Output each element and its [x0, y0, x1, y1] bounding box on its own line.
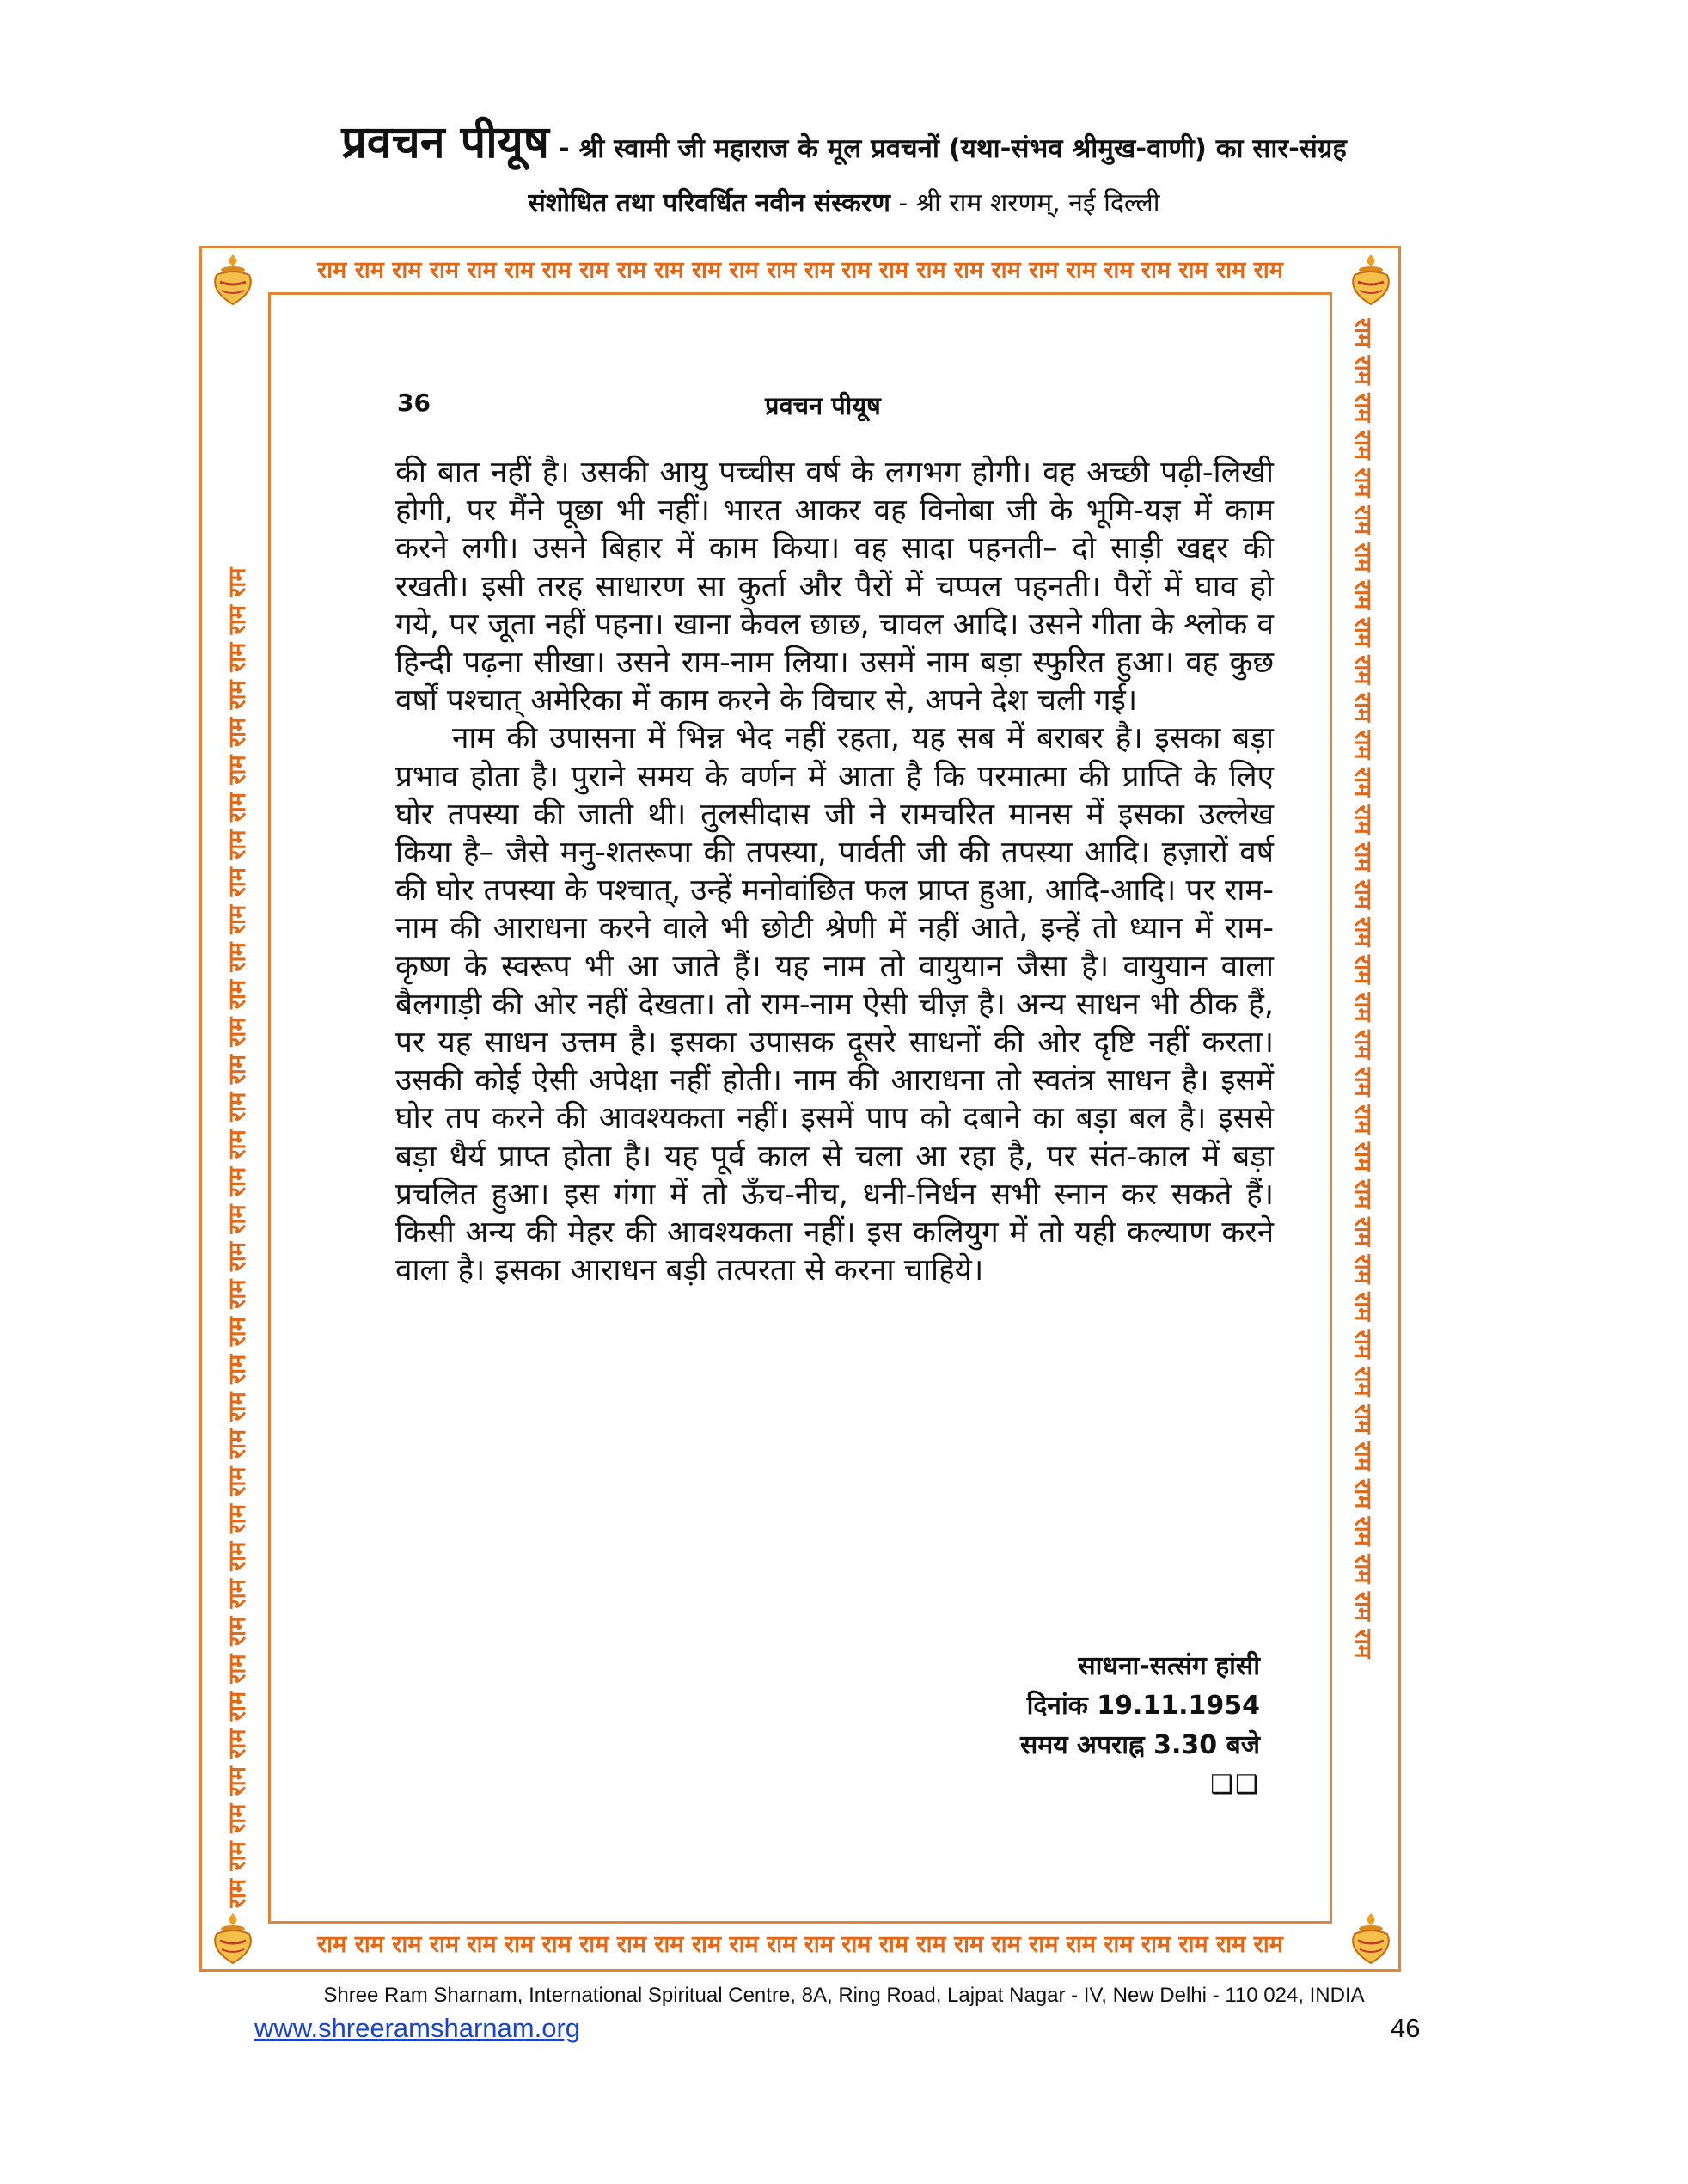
- paragraph: की बात नहीं है। उसकी आयु पच्चीस वर्ष के लगभग होगी। वह अच्छी पढ़ी-लिखी होगी, पर मैंने पूछा भी नहीं। भारत आकर वह विनोबा जी के भूमि-यज्ञ में काम करने लगी। उसने बिहार में काम किया। वह सादा पहनती– दो साड़ी खद्दर की रखती। इसी तरह साधारण सा कुर्ता और पैरों में चप्पल पहनती। पैरों में घाव हो गये, पर जूता नहीं पहना। खाना केवल छाछ, चावल आदि। उसने गीता के श्लोक व हिन्दी पढ़ना सीखा। उसने राम-नाम लिया। उसमें नाम बड़ा स्फुरित हुआ। वह कुछ वर्षों पश्चात् अमेरिका में काम करने के विचार से, अपने देश चली गई।: [395, 456, 1274, 719]
- footer-website-link[interactable]: www.shreeramsharnam.org: [254, 2013, 581, 2043]
- header-publisher: - श्री राम शरणम्, नई दिल्ली: [890, 188, 1160, 218]
- header-title-line: [0, 110, 1688, 171]
- ram-border-left-text: राम राम राम राम राम राम राम राम राम राम राम राम राम राम राम राम राम राम राम राम राम राम राम राम राम राम राम राम राम राम राम राम राम राम राम राम: [224, 567, 251, 1908]
- kalash-icon: [203, 1908, 263, 1968]
- end-mark: ❑❑: [1210, 1770, 1260, 1800]
- header-title: प्रवचन पीयूष: [341, 117, 549, 168]
- header-edition-line: [0, 184, 1688, 219]
- book-running-title: प्रवचन पीयूष: [765, 391, 881, 420]
- book-page-number: 36: [397, 388, 431, 417]
- footer-page-number: 46: [1391, 2013, 1421, 2043]
- paragraph: नाम की उपासना में भिन्न भेद नहीं रहता, यह सब में बराबर है। इसका बड़ा प्रभाव होता है। पुराने समय के वर्णन में आता है कि परमात्मा की प्राप्ति के लिए घोर तपस्या की जाती थी। तुलसीदास जी ने रामचरित मानस में इसका उल्लेख किया है– जैसे मनु-शतरूपा की तपस्या, पार्वती जी की तपस्या आदि। हज़ारों वर्ष की घोर तपस्या के पश्चात्, उन्हें मनोवांछित फल प्राप्त हुआ, आदि-आदि। पर राम-नाम की आराधना करने वाले भी छोटी श्रेणी में नहीं आते, इन्हें तो ध्यान में राम-कृष्ण के स्वरूप भी आ जाते हैं। यह नाम तो वायुयान जैसा है। वायुयान वाला बैलगाड़ी की ओर नहीं देखता। तो राम-नाम ऐसी चीज़ है। अन्य साधन भी ठीक हैं, पर यह साधन उत्तम है। इसका उपासक दूसरे साधनों की ओर दृष्टि नहीं करता। उसकी कोई ऐसी अपेक्षा नहीं होती। नाम की आराधना तो स्वतंत्र साधन है। इसमें घोर तप करने की आवश्यकता नहीं। इसमें पाप को दबाने का बड़ा बल है। इससे बड़ा धैर्य प्राप्त होता है। यह पूर्व काल से चला आ रहा है, पर संत-काल में बड़ा प्रचलित हुआ। इस गंगा में तो ऊँच-नीच, धनी-निर्धन सभी स्नान कर सकते हैं। किसी अन्य की मेहर की आवश्यकता नहीं। इस कलियुग में तो यही कल्याण करने वाला है। इसका आराधन बड़ी तत्परता से करना चाहिये।: [395, 721, 1274, 1288]
- ram-border-left: [218, 318, 258, 1908]
- signature-time: समय अपराह्न 3.30 बजे: [1019, 1730, 1260, 1760]
- body-text: [395, 454, 1274, 1289]
- kalash-icon: [1341, 249, 1401, 309]
- signature-block: [1020, 1647, 1260, 1805]
- ram-border-right-text: राम राम राम राम राम राम राम राम राम राम राम राम राम राम राम राम राम राम राम राम राम राम राम राम राम राम राम राम राम राम राम राम राम राम राम राम: [1349, 318, 1376, 1659]
- signature-place: साधना-सत्संग हांसी: [1078, 1651, 1260, 1681]
- ram-border-top: राम राम राम राम राम राम राम राम राम राम राम राम राम राम राम राम राम राम राम राम राम राम राम राम राम राम: [317, 257, 1283, 284]
- header-subtitle: - श्री स्वामी जी महाराज के मूल प्रवचनों (यथा-संभव श्रीमुख-वाणी) का सार-संग्रह: [548, 133, 1347, 164]
- ram-border-bottom: राम राम राम राम राम राम राम राम राम राम राम राम राम राम राम राम राम राम राम राम राम राम राम राम राम राम: [317, 1931, 1283, 1958]
- signature-date: दिनांक 19.11.1954: [1026, 1691, 1260, 1721]
- header-edition: संशोधित तथा परिवर्धित नवीन संस्करण: [528, 188, 890, 218]
- kalash-icon: [1341, 1908, 1401, 1968]
- ram-border-right: [1342, 318, 1382, 1908]
- footer-address: Shree Ram Sharnam, International Spiritual Centre, 8A, Ring Road, Lajpat Nagar - IV, New Delhi - 110 024, INDIA: [323, 1984, 1365, 2007]
- kalash-icon: [203, 249, 263, 309]
